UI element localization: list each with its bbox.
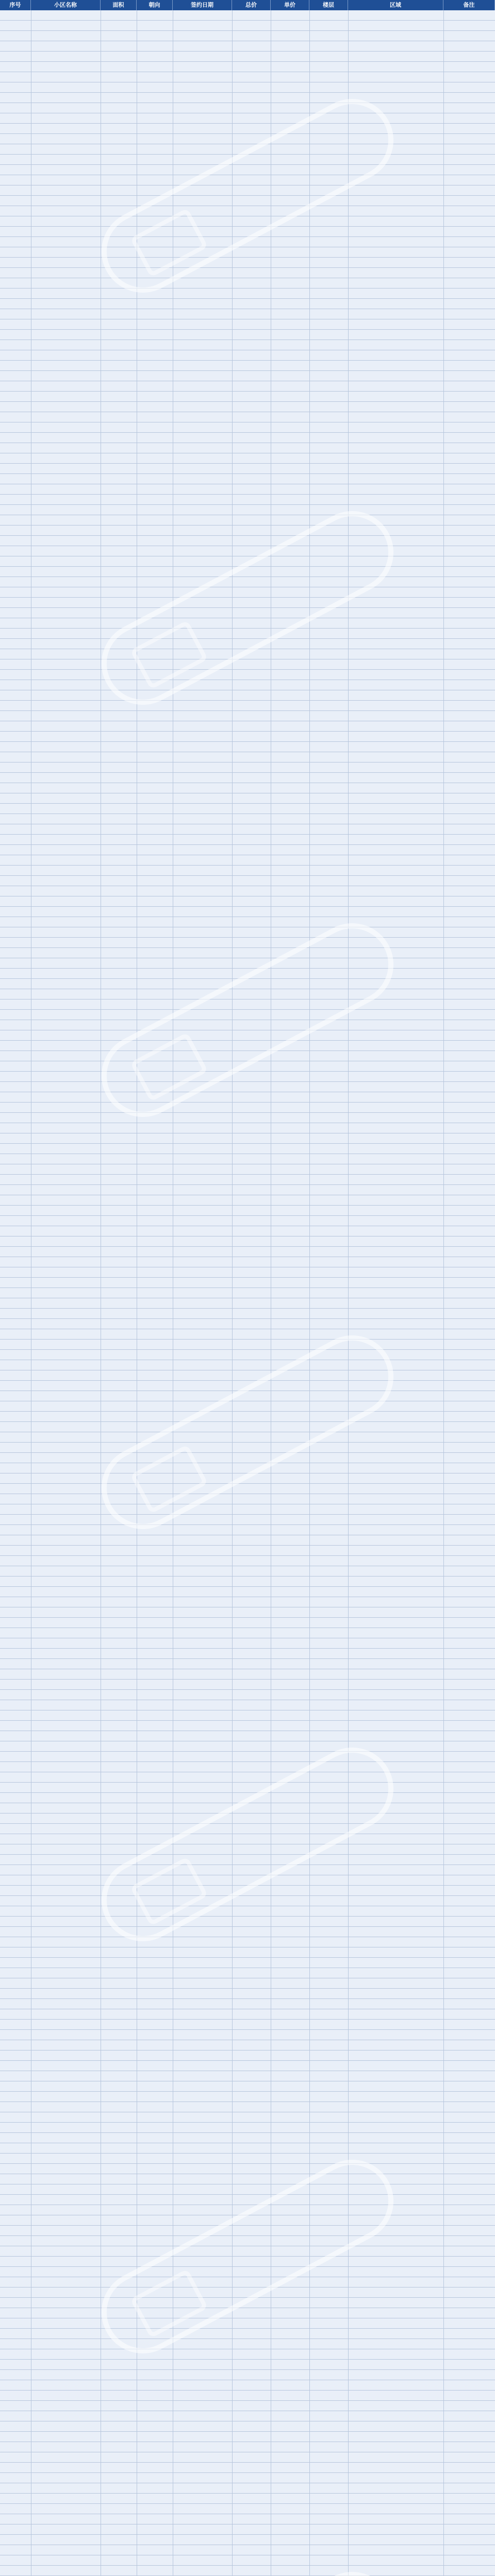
watermark-logo — [87, 1321, 408, 1544]
watermark-logo — [87, 497, 408, 719]
column-header-note: 备注 — [443, 0, 495, 10]
column-header-floor: 楼层 — [309, 0, 348, 10]
watermark-logo — [87, 84, 408, 307]
column-divider — [232, 10, 233, 2576]
watermark-logo — [87, 2557, 408, 2576]
table-header-row — [0, 0, 495, 10]
column-header-total-price: 总价 — [232, 0, 271, 10]
column-header-index: 序号 — [0, 0, 31, 10]
column-header-unit-price: 单价 — [271, 0, 309, 10]
column-header-area: 面积 — [101, 0, 137, 10]
watermark-logo — [87, 2145, 408, 2368]
column-header-district: 区域 — [348, 0, 443, 10]
watermark-logo — [87, 909, 408, 1131]
column-header-date: 签约日期 — [173, 0, 232, 10]
column-header-orientation: 朝向 — [137, 0, 173, 10]
watermark-logo — [87, 1733, 408, 1956]
column-header-community: 小区名称 — [31, 0, 101, 10]
column-divider — [443, 10, 444, 2576]
